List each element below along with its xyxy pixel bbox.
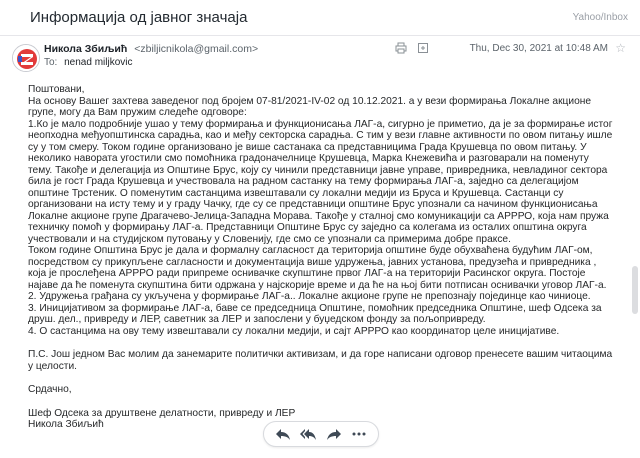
recipient-line: [44, 57, 133, 68]
postscript: П.С. Још једном Вас молим да занемарите политички активизам, и да горе написани одговор пренесете вашим читаоцима у целости.: [28, 349, 613, 372]
closing: Срдачно,: [28, 384, 72, 395]
email-subject: Информација од јавног значаја: [30, 9, 248, 26]
reply-button[interactable]: [275, 426, 291, 442]
intro-paragraph: На основу Вашег захтева заведеног под бројем 07-81/2021-IV-02 од 10.12.2021. а у вези формирања Локалне акционе групе, могу да Вам пружим следеће одговоре:: [28, 95, 592, 118]
sender-email[interactable]: <zbiljicnikola@gmail.com>: [134, 43, 259, 55]
answer-3: 3. Иницијативом за формирање ЛАГ-а, баве се председница Општине, помоћник председника Општине, шеф Одсека за друш. дел., привреду и ЛЕР, саветник за ЛЕР и запослени у буџедском фонду за пољопривреду.: [28, 302, 602, 325]
signature-name: Никола Збиљић: [28, 419, 104, 430]
print-icon[interactable]: [395, 42, 407, 54]
more-button[interactable]: [351, 426, 367, 442]
sender-name[interactable]: Никола Збиљић: [44, 43, 128, 55]
answer-1: 1.Ко је мало подробније ушао у тему формирања и функционисања ЛАГ-а, сигурно је приметио, да је за формирање истог неопходна међуопштинска сарадња, као и међу секторска сарадња. С тим у вези главне активности по овом питању ишле су у том смеру. Током године организовано је више састанака са представницима Града Крушевца по овом питању. У неколико навората угостили смо помоћника градоначелнице Крушевца, Марка Кнежевића и разговарали на поменуту тему. Такође и делегација из Општине Брус, коју су чинили представници јавне управе, привредника, невладиног сектора била је гост Града Крушевца и учествовала на радном састанку на тему формирања ЛАГ-а, заједно са делегацијом општине Трстеник. О поменутим састанцима извештавали су локални медији из Бруса и Крушевца. Састанци су организовани на исту тему и у граду Чачку, где су се представници општине Брус упознали са начином функционисања Локалне акционе групе Драгачево-Јелица-Западна Морава. Такође у сталној смо комуникацији са АРРРО, која нам пружа техничку помоћ у формирању ЛАГ-а. Представници Општине Брус су заједно са колегама из осталих општина округа учествовали и на студијском путовању у Словенију, где смо се упознали са примерима добре праксе.: [28, 118, 613, 245]
star-icon[interactable]: ☆: [615, 41, 626, 55]
answer-4: 4. О састанцима на ову тему извештавали су локални медији, и сајт АРРРО као координатор целе иницијативе.: [28, 325, 560, 337]
message-action-bar: [263, 421, 379, 447]
message-date: Thu, Dec 30, 2021 at 10:48 AM: [469, 43, 608, 54]
avatar-logo-icon: [13, 45, 40, 72]
more-icon: [351, 426, 367, 442]
message-body: [28, 84, 614, 431]
to-label: To:: [44, 57, 58, 68]
answer-2: 2. Удружења грађана су укључена у формирање ЛАГ-а.. Локалне акционе групе не препознају појединце као чиниоце.: [28, 291, 591, 302]
forward-button[interactable]: [326, 426, 342, 442]
reply-all-button[interactable]: [300, 426, 316, 442]
header-icons: [395, 42, 429, 54]
signature-title: Шеф Одсека за друштвене делатности, привреду и ЛЕР: [28, 407, 296, 419]
scrollbar[interactable]: [632, 84, 638, 414]
sender-avatar[interactable]: [12, 44, 40, 72]
answer-1-continued: Током године Општина Брус је дала и формалну сагласност да територија општине буде обухваћена будућим ЛАГ-ом, посредством су прикупљене сагласности и документација више удружења, јавних установа, предузећа и привредника , која је прослеђена АРРРО ради припреме оснивачке скупштине првог ЛАГ-а на територији Расинског округа. Постоје најаве да ће поменута скупштина бити одржана у најскорије време и да ће на њој бити потписан оснивачки уговор ЛАГ-а.: [28, 245, 607, 291]
message-header-bar: [0, 0, 640, 36]
sender-line: [44, 43, 258, 55]
reply-icon: [275, 426, 291, 442]
expand-icon[interactable]: [417, 42, 429, 54]
reply-all-icon: [300, 426, 316, 442]
greeting: Поштовани,: [28, 84, 85, 95]
folder-label[interactable]: Yahoo/Inbox: [572, 12, 628, 23]
recipient-name[interactable]: nenad miljkovic: [64, 57, 133, 68]
forward-icon: [326, 426, 342, 442]
scroll-thumb[interactable]: [632, 266, 638, 314]
